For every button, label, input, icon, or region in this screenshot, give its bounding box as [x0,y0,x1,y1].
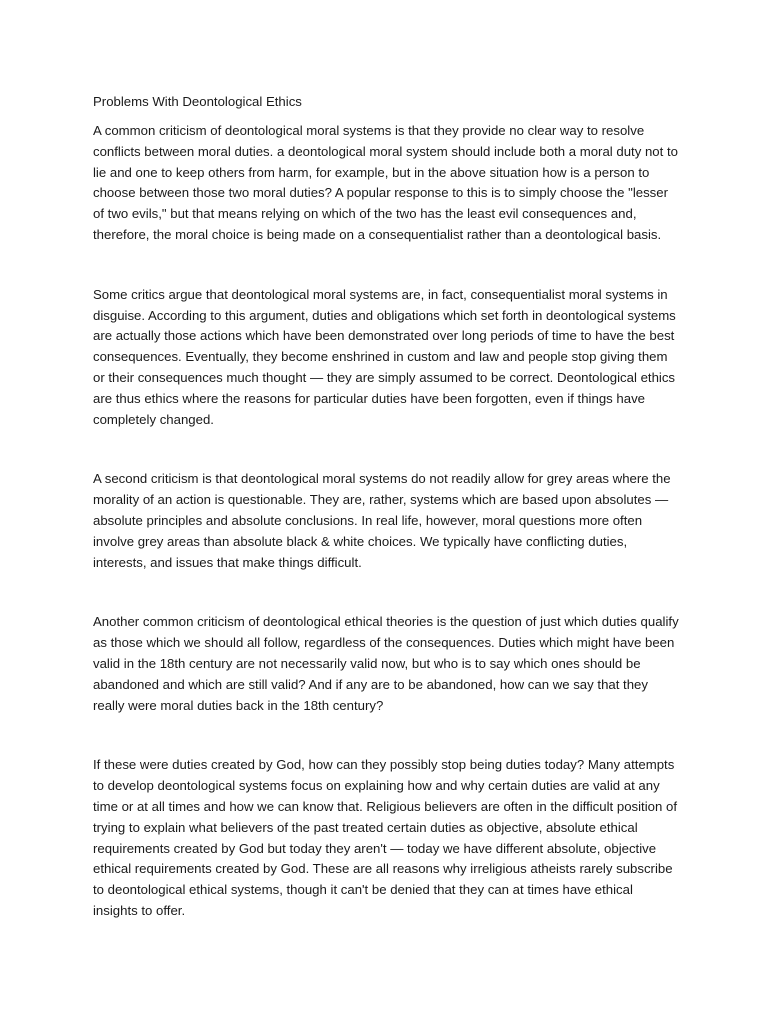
paragraph-1: A common criticism of deontological moral systems is that they provide no clear way to resolve conflicts between moral duties. a deontological moral system should include both a moral duty not to lie and one to keep others from harm, for example, but in the above situation how is a person to choose between those two moral duties? A popular response to this is to simply choose the "lesser of two evils," but that means relying on which of the two has the least evil consequences and, therefore, the moral choice is being made on a consequentialist rather than a deontological basis. [93,123,678,242]
paragraph-2: Some critics argue that deontological moral systems are, in fact, consequentialist moral systems in disguise. According to this argument, duties and obligations which set forth in deontological systems are actually those actions which have been demonstrated over long periods of time to have the best consequences. Eventually, they become enshrined in custom and law and people stop giving them or their consequences much thought — they are simply assumed to be correct. Deontological ethics are thus ethics where the reasons for particular duties have been forgotten, even if things have completely changed. [93,286,676,427]
paragraph-4: Another common criticism of deontological ethical theories is the question of just which duties qualify as those which we should all follow, regardless of the consequences. Duties which might have been valid in the 18th century are not necessarily valid now, but who is to say which ones should be abandoned and which are still valid? And if any are to be abandoned, how can we say that they really were moral duties back in the 18th century? [93,614,679,713]
document-title: Problems With Deontological Ethics [93,94,302,109]
paragraph-5: If these were duties created by God, how can they possibly stop being duties today? Many attempts to develop deontological systems focus on explaining how and why certain duties are valid at any time or at all times and how we can know that. Religious believers are often in the difficult position of trying to explain what believers of the past treated certain duties as objective, absolute ethical requirements created by God but today they aren't — today we have different absolute, objective ethical requirements created by God. These are all reasons why irreligious atheists rarely subscribe to deontological ethical systems, though it can't be denied that they can at times have ethical insights to offer. [93,757,677,918]
paragraph-3: A second criticism is that deontological moral systems do not readily allow for grey areas where the morality of an action is questionable. They are, rather, systems which are based upon absolutes — absolute principles and absolute conclusions. In real life, however, moral questions more often involve grey areas than absolute black & white choices. We typically have conflicting duties, interests, and issues that make things difficult. [93,471,671,570]
